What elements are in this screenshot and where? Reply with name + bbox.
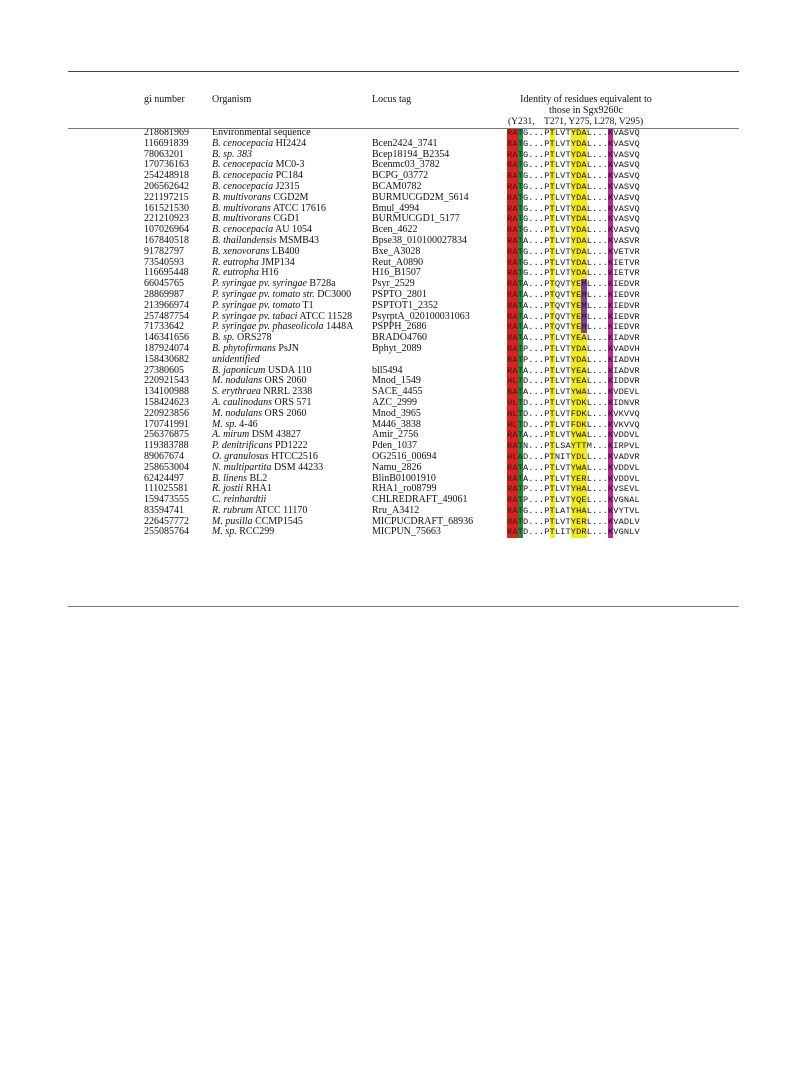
organism: B. phytofirmans PsJN [212,342,299,354]
header-gi: gi number [144,94,185,105]
gi-number: 170736163 [144,159,189,171]
locus-tag: MICPUCDRAFT_68936 [372,515,474,527]
gi-number: 116695448 [144,267,189,279]
residue-sequence: RATG...PTLVTYDAL...KIETVR [507,257,640,268]
locus-tag: SACE_4455 [372,386,423,398]
organism: M. nodulans ORS 2060 [212,375,307,387]
residue-sequence: RATG...PTLVTYDAL...KVASVQ [507,181,640,192]
organism: M. sp. RCC299 [212,526,275,538]
locus-tag: M446_3838 [372,418,421,430]
locus-tag: OG2516_00694 [372,450,437,462]
organism: N. multipartita DSM 44233 [212,461,324,473]
organism: P. syringae pv. syringae B728a [212,278,336,290]
residue-sequence: RATG...PTLVTYDAL...KVASVQ [507,214,640,225]
gi-number: 28869987 [144,288,184,300]
residue-sequence: RATP...PTLVTYHAL...KVSEVL [507,484,640,495]
gi-number: 159473555 [144,494,189,506]
locus-tag: BRADO4760 [372,332,428,344]
organism: A. mirum DSM 43827 [212,429,301,441]
organism: unidentified [212,353,260,365]
locus-tag: Reut_A0890 [372,256,424,268]
locus-tag: Rru_A3412 [372,504,420,516]
residue-sequence: RATP...PTLVTYDAL...KVADVH [507,343,640,354]
residue-sequence: RATA...PTLVTYEAL...KIADVR [507,333,640,344]
organism: P. syringae pv. tabaci ATCC 11528 [212,310,353,322]
locus-tag: PSPPH_2686 [372,321,427,333]
residue-sequence: RATA...PTLVTYWAL...KVDEVL [507,387,640,398]
gi-number: 221197215 [144,191,189,203]
residue-sequence: RATA...PTLVTYERL...KVDDVL [507,473,640,484]
header-rule [68,128,739,129]
locus-tag: Bcenmc03_3782 [372,159,440,171]
header-identity-line2: those in Sgx9260c [549,105,623,116]
gi-number: 258653004 [144,461,189,473]
organism: R. rubrum ATCC 11170 [212,504,308,516]
locus-tag: Namu_2826 [372,461,422,473]
residue-sequence: RATG...PTLVTYDAL...KVASVQ [507,203,640,214]
gi-number: 71733642 [144,321,184,333]
gi-number: 218681969 [144,127,189,138]
organism: R. eutropha H16 [212,267,279,279]
organism: P. syringae pv. tomato T1 [212,299,314,311]
locus-tag: Bpse38_010100027834 [372,234,467,246]
locus-tag: Bmul_4994 [372,202,420,214]
gi-number: 89067674 [144,450,184,462]
organism: C. reinhardtii [212,494,267,506]
locus-tag: Bphyt_2089 [372,342,422,354]
locus-tag: AZC_2999 [372,396,417,408]
gi-number: 256376875 [144,429,189,441]
locus-tag: RHA1_ro08799 [372,483,437,495]
organism: B. thailandensis MSMB43 [212,234,319,246]
locus-tag: BCAM0782 [372,180,422,192]
residue-sequence: RATG...PTLVTYDAL...KVASVQ [507,160,640,171]
gi-number: 167840518 [144,234,189,246]
gi-number: 116691839 [144,137,189,149]
locus-tag: Bcen_4622 [372,224,418,236]
residue-sequence: RATA...PTQVTYEML...KIEDVR [507,279,640,290]
gi-number: 220921543 [144,375,189,387]
header-organism: Organism [212,94,252,105]
gi-number: 255085764 [144,526,189,538]
locus-tag: Mnod_1549 [372,375,421,387]
organism: B. multivorans CGD2M [212,191,309,203]
residue-sequence: RATG...PTLVTYDAL...KVASVQ [507,128,640,138]
residue-sequence: RATG...PTLVTYDAL...KVASVQ [507,149,640,160]
gi-number: 206562642 [144,180,189,192]
organism: Environmental sequence [212,127,311,138]
organism: B. cenocepacia J2315 [212,180,300,192]
gi-number: 73540593 [144,256,184,268]
organism: B. multivorans ATCC 17616 [212,202,326,214]
residue-sequence: RATA...PTQVTYEML...KIEDVR [507,289,640,300]
gi-number: 91782797 [144,245,184,257]
residue-sequence: RATG...PTLVTYDAL...KVASVQ [507,138,640,149]
residue-sequence: RATA...PTLVTYWAL...KVDDVL [507,462,640,473]
residue-sequence: RATA...PTLVTYWAL...KVDDVL [507,430,640,441]
locus-tag: Bcep18194_B2354 [372,148,450,160]
organism: B. xenovorans LB400 [212,245,300,257]
gi-number: 187924074 [144,342,189,354]
residue-sequence: RATG...PTLATYHAL...KVYTVL [507,505,640,516]
table-row [144,527,664,538]
gi-number: 257487754 [144,310,189,322]
locus-tag: Bxe_A3028 [372,245,421,257]
top-rule [68,71,739,72]
table-body [144,128,664,538]
locus-tag: BURMUCGD1_5177 [372,213,460,225]
gi-number: 226457772 [144,515,189,527]
locus-tag: MICPUN_75663 [372,526,441,538]
gi-number: 221210923 [144,213,189,225]
gi-number: 27380605 [144,364,184,376]
table-header [144,94,664,128]
residue-sequence: RATG...PTLVTYDAL...KVASVQ [507,171,640,182]
organism: M. pusilla CCMP1545 [212,515,303,527]
gi-number: 220923856 [144,407,189,419]
organism: R. jostii RHA1 [212,483,272,495]
organism: B. cenocepacia PC184 [212,170,303,182]
locus-tag: H16_B1507 [372,267,421,279]
organism: B. japonicum USDA 110 [212,364,312,376]
residue-sequence: RATP...PTLVTYQEL...KVGNAL [507,495,640,506]
organism: B. cenocepacia HI2424 [212,137,307,149]
gi-number: 66045765 [144,278,184,290]
organism: B. multivorans CGD1 [212,213,300,225]
organism: P. syringae pv. phaseolicola 1448A [212,321,354,333]
locus-tag: BCPG_03772 [372,170,429,182]
organism: B. cenocepacia MC0-3 [212,159,305,171]
residue-sequence: HLTD...PTLVTFDKL...KVKVVQ [507,419,640,430]
locus-tag: PSPTO_2801 [372,288,427,300]
residue-sequence: HLAD...PTNITYDLL...KVADVR [507,451,640,462]
gi-number: 146341656 [144,332,189,344]
residue-sequence: RATG...PTLVTYDAL...KVASVQ [507,225,640,236]
locus-tag: bll5494 [372,364,403,376]
gi-number: 83594741 [144,504,184,516]
residue-sequence: HLTD...PTLVTYDKL...KIDNVR [507,397,640,408]
organism: R. eutropha JMP134 [212,256,295,268]
bottom-rule [68,606,739,607]
locus-tag: Amir_2756 [372,429,419,441]
locus-tag: Bcen2424_3741 [372,137,438,149]
gi-number: 158430682 [144,353,189,365]
locus-tag: PsyrptA_020100031063 [372,310,470,322]
gi-number: 111025581 [144,483,189,495]
gi-number: 170741991 [144,418,189,430]
locus-tag: BURMUCGD2M_5614 [372,191,469,203]
organism: O. granulosus HTCC2516 [212,450,318,462]
residue-sequence: RATD...PTLITYDRL...KVGNLV [507,527,640,538]
locus-tag: PSPTOT1_2352 [372,299,438,311]
organism: A. caulinodans ORS 571 [212,396,312,408]
residue-sequence: RATP...PTLVTYDAL...KIADVH [507,354,640,365]
locus-tag: Mnod_3965 [372,407,421,419]
gi-number: 161521530 [144,202,189,214]
organism: P. syringae pv. tomato str. DC3000 [212,288,352,300]
locus-tag: Psyr_2529 [372,278,415,290]
gi-number: 134100988 [144,386,189,398]
locus-tag: BlinB01001910 [372,472,436,484]
residue-sequence: RATA...PTLVTYEAL...KIADVR [507,365,640,376]
residue-sequence: RATA...PTQVTYEML...KIEDVR [507,322,640,333]
residue-sequence: RATA...PTQVTYEML...KIEDVR [507,300,640,311]
locus-tag: CHLREDRAFT_49061 [372,494,468,506]
header-locus: Locus tag [372,94,412,105]
gi-number: 119383788 [144,440,189,452]
gi-number: 213966974 [144,299,189,311]
organism: M. sp. 4-46 [212,418,258,430]
residue-sequence: RATA...PTLVTYDAL...KVASVR [507,235,640,246]
organism: B. sp. 383 [212,148,252,160]
gi-number: 78063201 [144,148,184,160]
residue-sequence: RATG...PTLVTYDAL...KVETVR [507,246,640,257]
residue-sequence: RATN...PTLSAYTTM...KIRPVL [507,441,640,452]
gi-number: 254248918 [144,170,189,182]
residue-sequence: HLTD...PTLVTFDKL...KVKVVQ [507,408,640,419]
residue-sequence: RATG...PTLVTYDAL...KIETVR [507,268,640,279]
organism: B. linens BL2 [212,472,268,484]
gi-number: 158424623 [144,396,189,408]
locus-tag: Pden_1037 [372,440,417,452]
residue-sequence: RATD...PTLVTYERL...KVADLV [507,516,640,527]
gi-number: 107026964 [144,224,189,236]
organism: S. erythraea NRRL 2338 [212,386,313,398]
organism: M. nodulans ORS 2060 [212,407,307,419]
gi-number: 62424497 [144,472,184,484]
residue-sequence: RATG...PTLVTYDAL...KVASVQ [507,192,640,203]
header-identity-line3: (Y231, T271, Y275, L278, V295) [508,117,644,127]
header-identity-line1: Identity of residues equivalent to [520,94,652,105]
organism: P. denitrificans PD1222 [212,440,308,452]
organism: B. cenocepacia AU 1054 [212,224,312,236]
residue-sequence: HLTD...PTLVTYEAL...KIDDVR [507,376,640,387]
header-identity [506,94,666,116]
residue-sequence: RATA...PTQVTYEML...KIEDVR [507,311,640,322]
organism: B. sp. ORS278 [212,332,272,344]
